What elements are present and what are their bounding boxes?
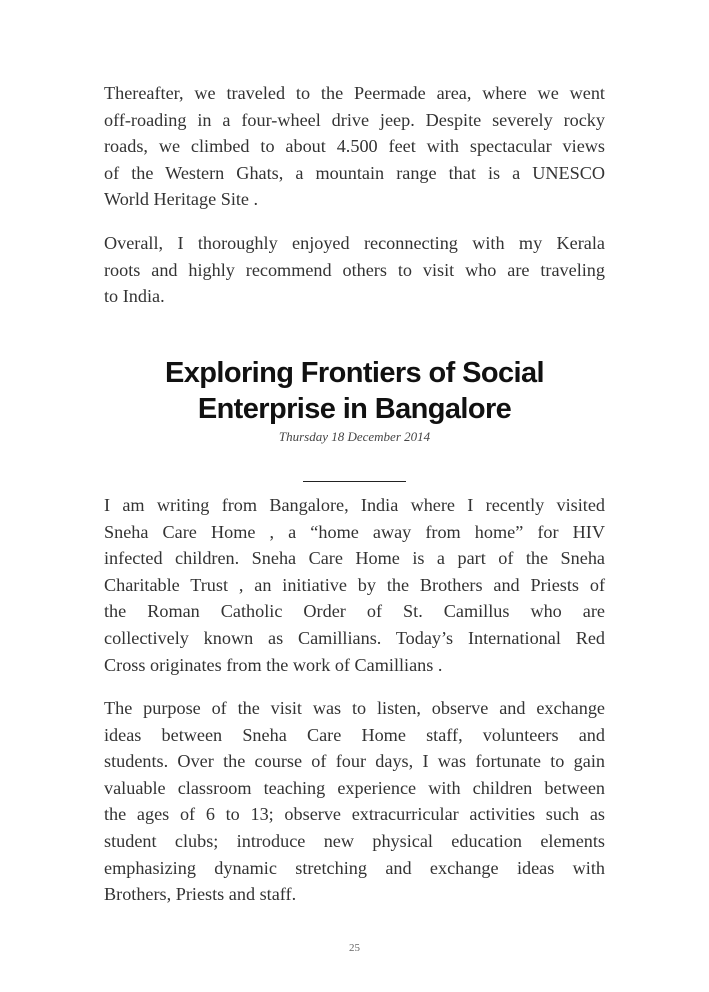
text-line: collectively known as Camillians. Today’s International Red xyxy=(104,627,605,648)
text-line: World Heritage Site . xyxy=(104,189,259,210)
text-line: roots and highly recommend others to visit who are traveling xyxy=(104,259,605,280)
paragraph-peermade xyxy=(104,80,605,213)
article-title xyxy=(104,355,605,427)
text-line: the Roman Catholic Order of St. Camillus who are xyxy=(104,601,605,622)
text-line: Brothers, Priests and staff. xyxy=(104,884,297,905)
title-line: Exploring Frontiers of Social xyxy=(165,357,544,389)
text-line: off-roading in a four-wheel drive jeep. Despite severely rocky xyxy=(104,109,605,130)
text-line: I am writing from Bangalore, India where I recently visited xyxy=(104,495,605,515)
paragraph-purpose xyxy=(104,695,605,908)
text-line: ideas between Sneha Care Home staff, volunteers and xyxy=(104,724,605,745)
title-line: Enterprise in Bangalore xyxy=(197,393,512,425)
text-line: student clubs; introduce new physical education elements xyxy=(104,830,605,851)
text-line: students. Over the course of four days, I was fortunate to gain xyxy=(104,751,605,772)
article-date: Thursday 18 December 2014 xyxy=(278,429,431,444)
text-line: roads, we climbed to about 4.500 feet with spectacular views xyxy=(104,136,605,157)
text-line: Thereafter, we traveled to the Peermade area, where we went xyxy=(104,83,605,103)
text-line: to India. xyxy=(104,286,165,307)
text-line: of the Western Ghats, a mountain range that is a UNESCO xyxy=(104,162,605,183)
paragraph-intro xyxy=(104,492,605,678)
text-line: the ages of 6 to 13; observe extracurricular activities such as xyxy=(104,804,605,825)
separator-rule xyxy=(303,481,406,482)
text-line: Sneha Care Home , a “home away from home” for HIV xyxy=(104,521,605,542)
text-line: valuable classroom teaching experience with children between xyxy=(104,777,605,798)
paragraph-overall xyxy=(104,230,605,310)
text-line: Overall, I thoroughly enjoyed reconnecting with my Kerala xyxy=(104,233,605,253)
text-line: Charitable Trust , an initiative by the Brothers and Priests of xyxy=(104,574,605,595)
text-line: Cross originates from the work of Camillians . xyxy=(104,654,443,675)
text-line: The purpose of the visit was to listen, observe and exchange xyxy=(104,698,605,718)
text-line: infected children. Sneha Care Home is a part of the Sneha xyxy=(104,548,605,569)
page-number: 25 xyxy=(349,942,360,954)
text-line: emphasizing dynamic stretching and exchange ideas with xyxy=(104,857,605,878)
